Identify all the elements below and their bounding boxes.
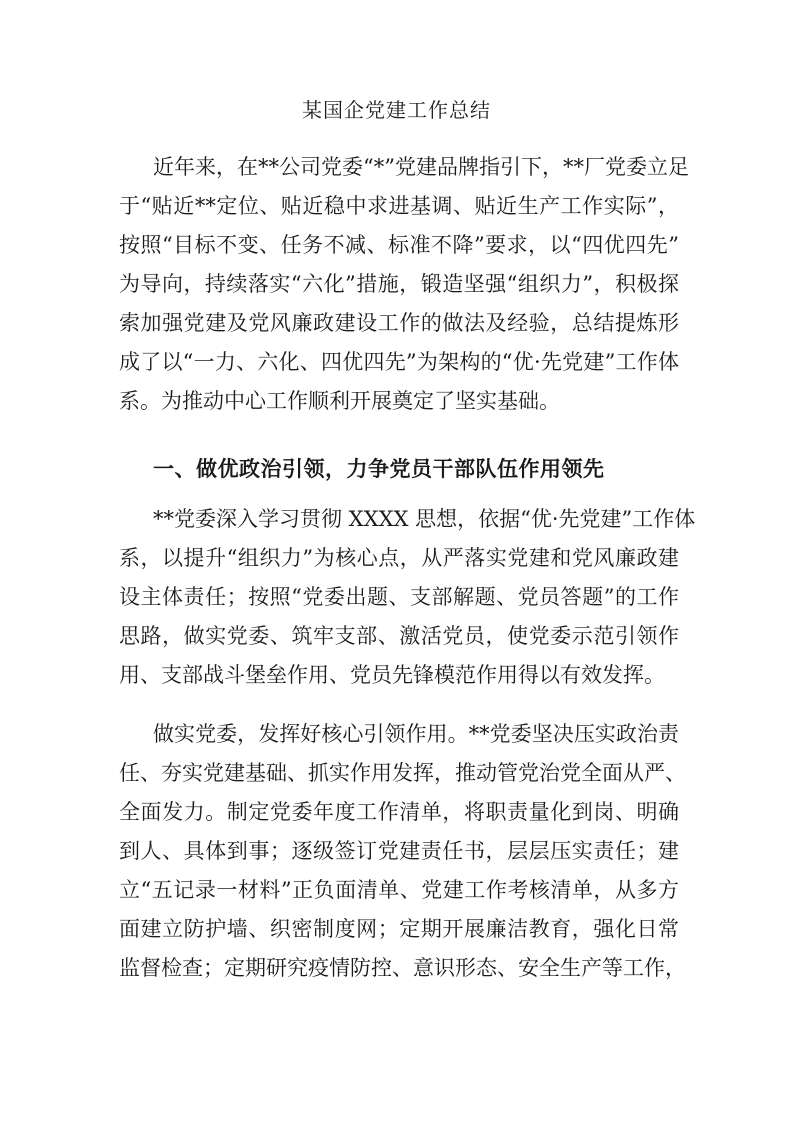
- text-line: 全面发力。制定党委年度工作清单，将职责量化到岗、明确: [119, 800, 679, 824]
- text-line: 做实党委，发挥好核心引领作用。**党委坚决压实政治责: [153, 722, 679, 746]
- text-line: 系。为推动中心工作顺利开展奠定了坚实基础。: [119, 389, 560, 413]
- section-heading: 一、做优政治引领，力争党员干部队伍作用领先: [153, 457, 605, 481]
- text-line: 于“贴近**定位、贴近稳中求进基调、贴近生产工作实际”，: [119, 194, 679, 218]
- text-line: 监督检查；定期研究疫情防控、意识形态、安全生产等工作，: [119, 956, 686, 980]
- text-line: 思路，做实党委、筑牢支部、激活党员，使党委示范引领作: [119, 624, 679, 648]
- text-line: 到人、具体到事；逐级签订党建责任书，层层压实责任；建: [119, 839, 679, 863]
- text-line: 按照“目标不变、任务不减、标准不降”要求，以“四优四先”: [119, 233, 679, 257]
- text-line: 用、支部战斗堡垒作用、党员先锋模范作用得以有效发挥。: [119, 663, 665, 687]
- text-line: 近年来，在**公司党委“*”党建品牌指引下，**厂党委立足: [153, 155, 689, 179]
- text-line: 成了以“一力、六化、四优四先”为架构的“优·先党建”工作体: [119, 350, 679, 374]
- text-line: 系，以提升“组织力”为核心点，从严落实党建和党风廉政建: [119, 546, 679, 570]
- paragraph-party-committee: [119, 715, 686, 988]
- text-line: 立“五记录一材料”正负面清单、党建工作考核清单，从多方: [119, 878, 679, 902]
- paragraph-intro: [119, 148, 689, 421]
- text-line: **党委深入学习贯彻 XXXX 思想，依据“优·先党建”工作体: [153, 507, 696, 531]
- text-line: 设主体责任；按照“党委出题、支部解题、党员答题”的工作: [119, 585, 679, 609]
- text-line: 索加强党建及党风廉政建设工作的做法及经验，总结提炼形: [119, 311, 679, 335]
- text-line: 为导向，持续落实“六化”措施，锻造坚强“组织力”，积极探: [119, 272, 679, 296]
- document-title: 某国企党建工作总结: [302, 98, 491, 122]
- paragraph-section1-intro: [119, 500, 696, 695]
- text-line: 面建立防护墙、织密制度网；定期开展廉洁教育，强化日常: [119, 917, 679, 941]
- text-line: 任、夯实党建基础、抓实作用发挥，推动管党治党全面从严、: [119, 761, 686, 785]
